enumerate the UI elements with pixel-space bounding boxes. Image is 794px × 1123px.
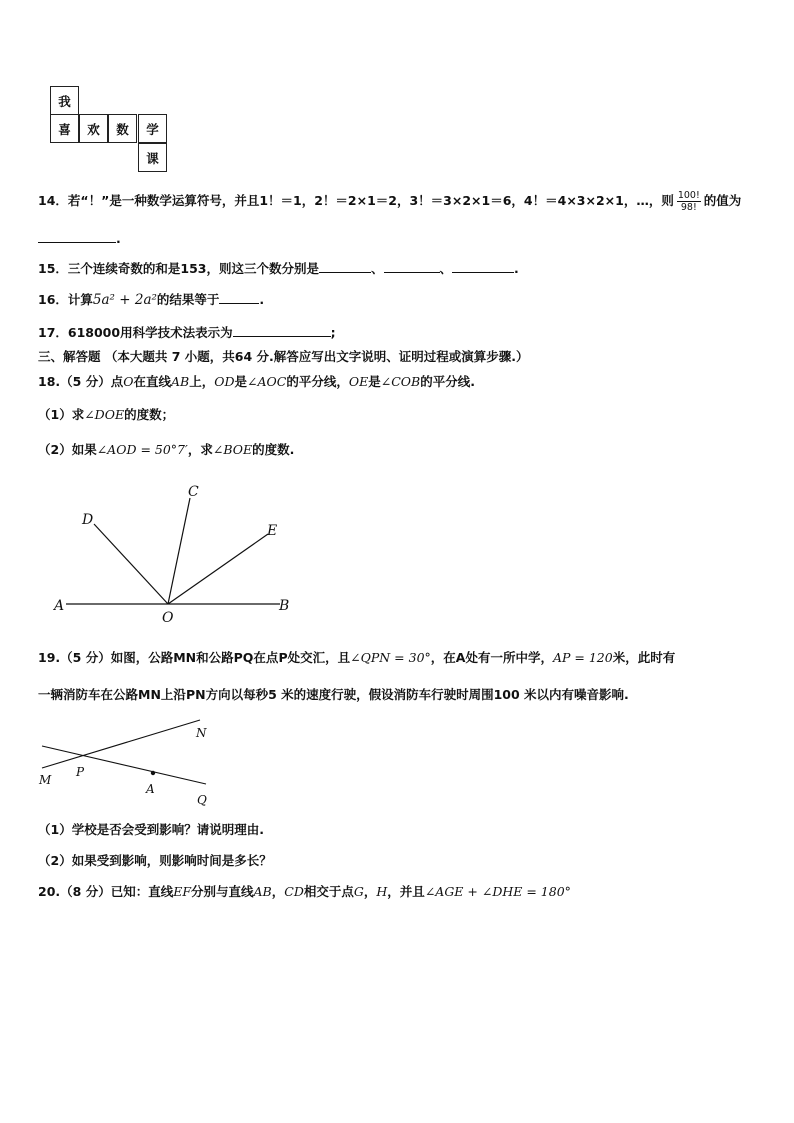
q19-text: 处有一所中学， [465, 650, 553, 665]
cube-net-cell: 学 [138, 114, 167, 143]
q19-math: PQ [233, 650, 254, 665]
answer-blank[interactable] [219, 291, 259, 304]
q19-math: MN [173, 650, 197, 665]
q19-text: 方向以每秒5 米的速度行驶，假设消防车行驶时周围100 米以内有噪音影响. [205, 687, 629, 702]
question-16 [38, 291, 264, 308]
q18-text: （1）求 [38, 407, 85, 422]
answer-blank[interactable] [233, 324, 331, 337]
label-e: E [267, 523, 278, 539]
question-19-line-2 [38, 687, 629, 703]
answer-blank[interactable] [319, 260, 371, 273]
q19-text: 和公路 [196, 650, 234, 665]
q17-prefix: 17．618000用科学技术法表示为 [38, 325, 233, 340]
q20-math: G [353, 884, 364, 899]
q18-text: 是 [368, 374, 381, 389]
question-14 [38, 190, 741, 213]
q18-text: 的度数. [252, 442, 295, 457]
q18-math: OD [214, 374, 235, 389]
q18-text: ，求 [187, 442, 213, 457]
q19-text: ，在 [430, 650, 456, 665]
label-c: C [188, 484, 199, 500]
q16-prefix: 16．计算 [38, 292, 93, 307]
q19-math: ∠QPN = 30° [350, 650, 431, 665]
label-b: B [279, 598, 290, 614]
q15-tail: . [514, 261, 519, 276]
q14-suffix: 的值为 [703, 193, 742, 208]
q18-text: 的度数； [124, 407, 175, 422]
cube-net-cell: 喜 [50, 114, 79, 143]
q18-math: ∠AOD = 50°7′ [96, 442, 188, 457]
q18-math: ∠BOE [212, 442, 253, 457]
q20-text: ，并且 [387, 884, 425, 899]
cube-net-cell: 数 [108, 114, 137, 143]
q19-text: 一辆消防车在公路 [38, 687, 139, 702]
ray-oc [168, 498, 190, 604]
q20-math: ∠AGE + ∠DHE = 180° [424, 884, 571, 899]
question-19-part-1: （1）学校是否会受到影响？请说明理由. [38, 822, 264, 837]
question-17 [38, 324, 336, 341]
label-q: Q [197, 793, 207, 807]
q19-text: 上沿 [160, 687, 186, 702]
q18-math: AB [170, 374, 190, 389]
q14-fraction [677, 190, 701, 213]
q18-text: 的平分线. [420, 374, 475, 389]
q18-text: 在直线 [133, 374, 171, 389]
label-d: D [82, 512, 94, 528]
answer-blank[interactable] [384, 260, 440, 273]
q14-prefix: 14．若“！”是一种数学运算符号，并且1！＝1，2！＝2×1＝2，3！＝3×2×1＝6，4！＝4×3×2×1，…，则 [38, 193, 674, 208]
q18-text: （2）如果 [38, 442, 97, 457]
label-n: N [196, 726, 207, 740]
q20-math: EF [173, 884, 192, 899]
q19-math: MN [138, 687, 161, 702]
q18-text: 上， [189, 374, 215, 389]
ray-oe [168, 534, 268, 604]
question-18-part-2 [38, 442, 294, 458]
section-heading: 三、解答题 （本大题共 7 小题，共64 分.解答应写出文字说明、证明过程或演算步骤.） [38, 349, 529, 364]
label-m: M [39, 773, 52, 787]
question-15 [38, 260, 519, 277]
q20-math: AB [253, 884, 272, 899]
q16-tail: . [259, 292, 265, 307]
question-18 [38, 374, 475, 390]
q19-text: 处交汇，且 [287, 650, 351, 665]
q20-text: ， [271, 884, 285, 899]
q17-tail: ; [330, 325, 336, 340]
q20-text: ， [363, 884, 377, 899]
ray-od [94, 524, 168, 604]
label-a: A [54, 598, 65, 614]
q20-math: CD [284, 884, 304, 899]
road-mn [42, 720, 200, 768]
road-pq [42, 746, 206, 784]
q18-math: O [123, 374, 134, 389]
q19-math: AP = 120 [553, 650, 613, 665]
q14-tail: . [116, 231, 121, 246]
question-14-answer [38, 230, 121, 247]
q20-math: H [376, 884, 388, 899]
q14-frac-num: 100! [677, 190, 700, 201]
q20-text: 20.（8 分）已知：直线 [38, 884, 174, 899]
point-a [151, 771, 155, 775]
angle-figure [40, 472, 310, 632]
label-a: A [146, 782, 155, 796]
q19-text: 19.（5 分）如图，公路 [38, 650, 174, 665]
q19-math: PN [185, 687, 206, 702]
answer-blank[interactable] [38, 230, 116, 243]
q20-text: 相交于点 [303, 884, 354, 899]
cube-net-cell: 欢 [79, 114, 108, 143]
q18-text: 是 [234, 374, 247, 389]
road-figure [30, 716, 230, 812]
q18-text: 18.（5 分）点 [38, 374, 124, 389]
q18-math: ∠AOC [247, 374, 287, 389]
q18-text: 的平分线， [286, 374, 349, 389]
cube-net-cell: 课 [138, 143, 167, 172]
q19-math: P [278, 650, 288, 665]
q15-sep: 、 [371, 261, 384, 276]
q20-text: 分别与直线 [191, 884, 254, 899]
q16-suffix: 的结果等于 [156, 292, 220, 307]
cube-net-cell: 我 [50, 86, 79, 115]
question-19-part-2: （2）如果受到影响，则影响时间是多长？ [38, 853, 272, 868]
question-19 [38, 650, 675, 666]
q14-frac-den: 98! [680, 202, 697, 213]
q18-math: ∠COB [380, 374, 421, 389]
q18-math: OE [348, 374, 369, 389]
label-p: P [76, 765, 85, 779]
q19-text: 在点 [253, 650, 279, 665]
answer-blank[interactable] [452, 260, 514, 273]
question-20 [38, 884, 571, 900]
question-18-part-1 [38, 407, 174, 423]
q19-math: A [455, 650, 466, 665]
q15-prefix: 15．三个连续奇数的和是153，则这三个数分别是 [38, 261, 319, 276]
q15-sep: 、 [439, 261, 453, 276]
label-o: O [162, 610, 174, 626]
q16-expression: 5a² + 2a² [92, 292, 157, 308]
q18-math: ∠DOE [84, 407, 125, 422]
q19-text: 米，此时有 [612, 650, 676, 665]
